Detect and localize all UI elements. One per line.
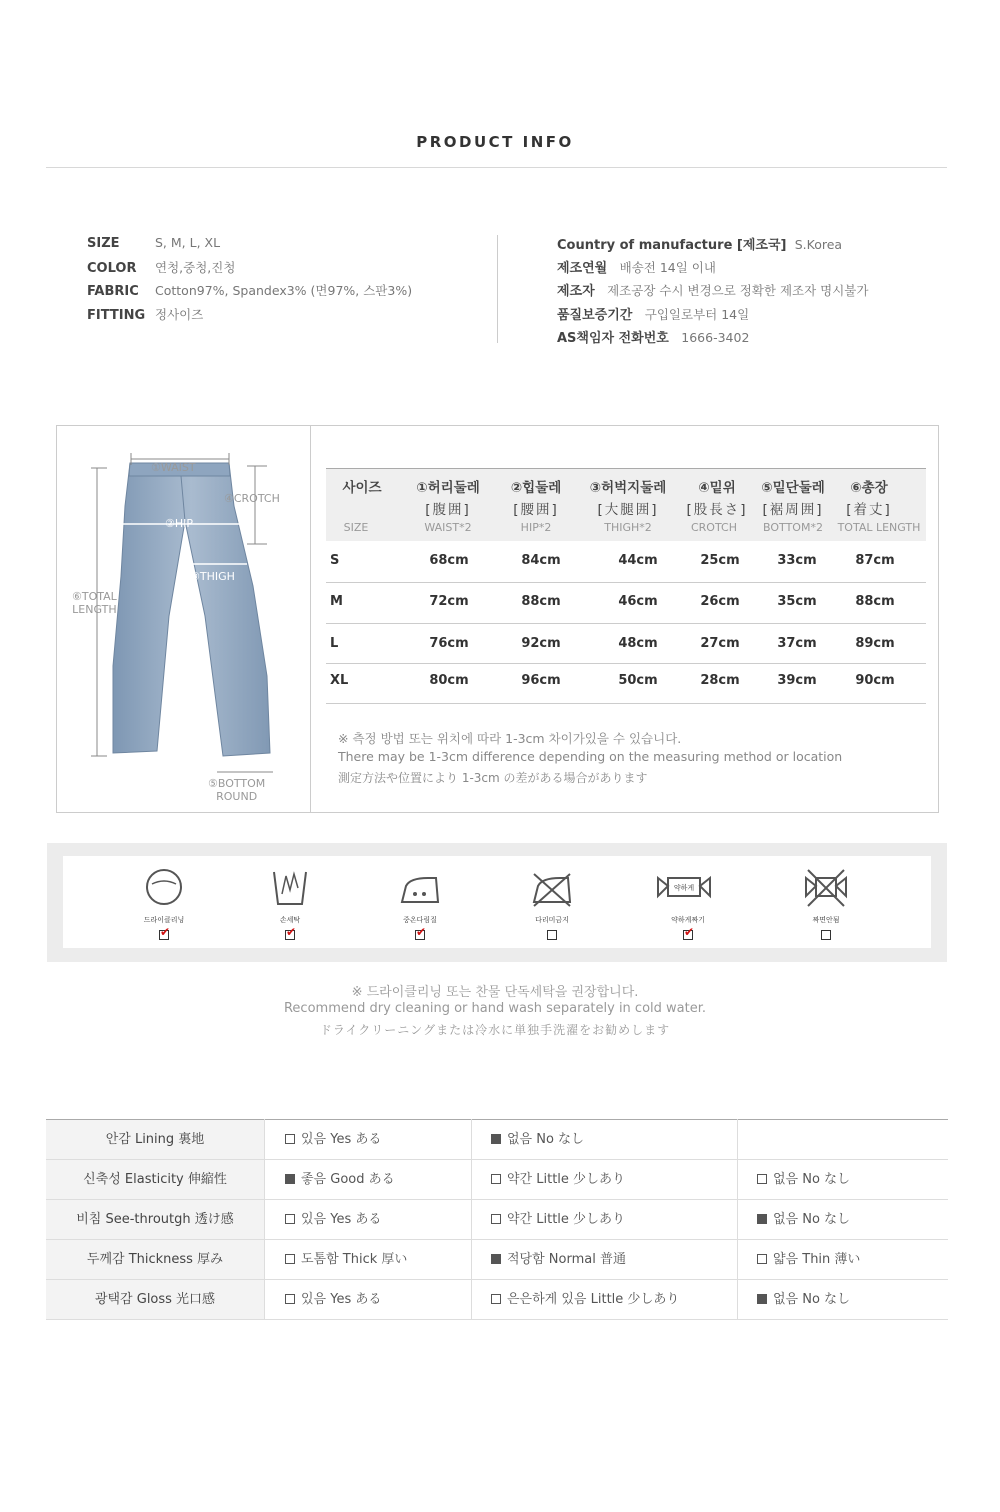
property-option [285, 1240, 407, 1279]
column-divider [264, 1119, 265, 1319]
info-size [87, 235, 220, 251]
property-option [491, 1200, 625, 1239]
care-item [512, 866, 592, 944]
size-chart-divider [310, 426, 311, 812]
option-checkbox [491, 1254, 501, 1264]
no-wring-icon [804, 866, 848, 908]
th-waist: ①허리둘레 [416, 480, 480, 496]
option-label: 약간 Little 少しあり [507, 1172, 626, 1187]
option-checkbox [285, 1214, 295, 1224]
care-label: 손세탁 [279, 916, 301, 924]
measurement-cell: 48cm [618, 636, 658, 651]
label-line: LENGTH [72, 603, 117, 616]
option-checkbox [285, 1174, 295, 1184]
info-fabric [87, 281, 412, 299]
care-item [250, 866, 330, 944]
measurement-cell: 26cm [700, 594, 740, 609]
measurement-cell: 88cm [521, 594, 561, 609]
measurement-cell: 96cm [521, 673, 561, 688]
option-label: 있음 Yes ある [301, 1132, 382, 1147]
property-row [46, 1160, 948, 1200]
size-note-en: There may be 1-3cm difference depending on the measuring method or location [338, 749, 843, 764]
option-label: 은은하게 있음 Little 少しあり [507, 1292, 680, 1307]
property-option [757, 1240, 860, 1279]
property-option [285, 1200, 381, 1239]
label-thigh: ③THIGH [190, 570, 235, 583]
option-checkbox [757, 1174, 767, 1184]
property-option [757, 1160, 850, 1199]
option-checkbox [285, 1134, 295, 1144]
title-divider [46, 167, 947, 168]
option-label: 약간 Little 少しあり [507, 1212, 626, 1227]
row-divider [326, 582, 926, 583]
size-label-cell: S [330, 553, 340, 568]
row-divider [326, 623, 926, 624]
check-mark-icon: ✔ [286, 925, 297, 939]
info-warranty [557, 304, 749, 323]
page-title: PRODUCT INFO [416, 133, 574, 151]
measurement-cell: 28cm [700, 673, 740, 688]
care-item [786, 866, 866, 944]
property-option [491, 1240, 626, 1279]
size-label-cell: M [330, 594, 343, 609]
info-maker [557, 280, 868, 299]
option-label: 없음 No なし [773, 1212, 851, 1227]
info-color [87, 258, 235, 276]
label-hip: ②HIP [165, 517, 194, 530]
measurement-cell: 90cm [855, 673, 895, 688]
info-value: Cotton97%, Spandex3% (면97%, 스판3%) [155, 283, 413, 298]
property-label: 비침 See-throutgh 透け感 [46, 1200, 264, 1239]
measurement-cell: 87cm [855, 553, 895, 568]
measurement-cell: 27cm [700, 636, 740, 651]
info-divider [497, 235, 498, 343]
option-checkbox [491, 1134, 501, 1144]
check-mark-icon: ✔ [684, 925, 695, 939]
th-cjk: [股長さ] [686, 502, 748, 518]
measurement-cell: 72cm [429, 594, 469, 609]
label-line: ⑥TOTAL [72, 590, 117, 603]
info-key: SIZE [87, 236, 120, 251]
th-en: WAIST*2 [424, 521, 472, 534]
option-checkbox [757, 1254, 767, 1264]
option-label: 얇음 Thin 薄い [773, 1252, 861, 1267]
row-divider [326, 703, 926, 704]
check-mark-icon: ✔ [160, 925, 171, 939]
info-value: 1666-3402 [681, 330, 750, 345]
property-label: 두께감 Thickness 厚み [46, 1240, 264, 1279]
option-label: 없음 No なし [507, 1132, 585, 1147]
care-label: 약하게짜기 [671, 916, 705, 924]
care-item [124, 866, 204, 944]
label-crotch: ④CROTCH [224, 492, 280, 505]
property-label: 신축성 Elasticity 伸縮性 [46, 1160, 264, 1199]
measurement-cell: 76cm [429, 636, 469, 651]
info-key: FABRIC [87, 284, 139, 299]
measurement-cell: 88cm [855, 594, 895, 609]
info-key: AS책임자 전화번호 [557, 331, 669, 346]
option-checkbox [757, 1294, 767, 1304]
info-mfg-date [557, 257, 716, 276]
th-en: HIP*2 [520, 521, 552, 534]
property-row [46, 1120, 948, 1160]
hand-wash-icon [268, 866, 312, 908]
care-item [648, 866, 728, 944]
care-label: 다리미금지 [535, 916, 569, 924]
measurement-cell: 89cm [855, 636, 895, 651]
info-as-phone [557, 327, 749, 346]
wring-gently-icon [654, 866, 714, 908]
jeans-diagram [57, 426, 309, 812]
th-cjk: [腰囲] [513, 502, 559, 518]
option-checkbox [491, 1174, 501, 1184]
th-cjk: [裾周囲] [762, 502, 824, 518]
option-label: 도톰함 Thick 厚い [301, 1252, 408, 1267]
measurement-cell: 46cm [618, 594, 658, 609]
size-label-cell: L [330, 636, 339, 651]
property-row [46, 1280, 948, 1320]
measurement-cell: 68cm [429, 553, 469, 568]
label-bottom-round [208, 777, 265, 803]
check-mark-icon: ✔ [416, 925, 427, 939]
th-total: ⑥총장 [850, 480, 888, 496]
th-size: 사이즈 [342, 480, 382, 496]
property-option [491, 1120, 584, 1159]
label-waist: ①WAIST [151, 461, 196, 474]
th-crotch: ④밑위 [698, 480, 736, 496]
property-label: 안감 Lining 裏地 [46, 1120, 264, 1159]
option-label: 있음 Yes ある [301, 1292, 382, 1307]
property-option [757, 1200, 850, 1239]
dry-clean-icon [142, 866, 186, 908]
info-value: 연청,중청,진청 [155, 260, 236, 275]
care-checkbox [415, 925, 427, 940]
label-total-length [72, 590, 117, 616]
option-label: 없음 No なし [773, 1172, 851, 1187]
property-option [285, 1280, 381, 1319]
property-option [757, 1280, 850, 1319]
option-label: 좋음 Good ある [301, 1172, 395, 1187]
label-line: ⑤BOTTOM [208, 777, 266, 790]
info-fitting [87, 305, 203, 323]
care-note-ko: ※ 드라이클리닝 또는 찬물 단독세탁을 권장합니다. [351, 985, 639, 1000]
measurement-cell: 92cm [521, 636, 561, 651]
care-checkbox [683, 925, 695, 940]
info-key: 품질보증기간 [557, 308, 633, 323]
size-note-jp: 測定方法や位置により 1-3cm の差がある場合があります [338, 771, 648, 785]
care-label: 짜면안됨 [812, 916, 840, 924]
measurement-cell: 33cm [777, 553, 817, 568]
th-cjk: [着丈] [846, 502, 892, 518]
care-checkbox [285, 925, 297, 940]
th-en: BOTTOM*2 [763, 521, 823, 534]
th-thigh: ③허벅지둘레 [589, 480, 667, 496]
info-value: 제조공장 수시 변경으로 정확한 제조자 명시불가 [607, 283, 869, 298]
care-note-en: Recommend dry cleaning or hand wash separately in cold water. [283, 1001, 706, 1016]
size-label-cell: XL [330, 673, 349, 688]
property-option [285, 1120, 381, 1159]
measurement-cell: 37cm [777, 636, 817, 651]
info-value: S.Korea [794, 237, 843, 252]
measurement-cell: 25cm [700, 553, 740, 568]
option-checkbox [491, 1214, 501, 1224]
care-checkbox [159, 925, 171, 940]
measurement-cell: 35cm [777, 594, 817, 609]
jeans-shape [113, 463, 270, 756]
info-value: 배송전 14일 이내 [619, 260, 716, 275]
option-label: 없음 No なし [773, 1292, 851, 1307]
th-en: SIZE [343, 521, 369, 534]
th-cjk: [大腿囲] [597, 502, 659, 518]
property-row [46, 1240, 948, 1280]
property-option [285, 1160, 395, 1199]
info-value: 정사이즈 [155, 307, 204, 322]
care-label: 드라이클리닝 [143, 916, 185, 924]
measurement-cell: 80cm [429, 673, 469, 688]
th-bottom: ⑤밑단둘레 [761, 480, 825, 496]
care-checkbox [547, 930, 557, 940]
option-checkbox [757, 1214, 767, 1224]
measurement-cell: 50cm [618, 673, 658, 688]
measurement-cell: 44cm [618, 553, 658, 568]
care-checkbox [821, 930, 831, 940]
iron-medium-icon [398, 866, 442, 908]
property-label: 광택감 Gloss 光口感 [46, 1280, 264, 1319]
size-note-ko: ※ 측정 방법 또는 위치에 따라 1-3cm 차이가있을 수 있습니다. [338, 731, 682, 746]
th-en: TOTAL LENGTH [837, 521, 921, 534]
measurement-cell: 84cm [521, 553, 561, 568]
info-value: 구입일로부터 14일 [644, 307, 750, 322]
property-option [491, 1160, 625, 1199]
option-checkbox [491, 1294, 501, 1304]
th-en: THIGH*2 [604, 521, 652, 534]
column-divider [737, 1119, 738, 1319]
option-checkbox [285, 1294, 295, 1304]
column-divider [471, 1119, 472, 1319]
measurement-cell: 39cm [777, 673, 817, 688]
option-label: 적당함 Normal 普通 [507, 1252, 626, 1267]
option-label: 있음 Yes ある [301, 1212, 382, 1227]
no-iron-icon [530, 866, 574, 908]
option-checkbox [285, 1254, 295, 1264]
th-cjk: [腹囲] [425, 502, 471, 518]
care-note-jp: ドライクリーニングまたは冷水に単独手洗濯をお勧めします [319, 1023, 671, 1037]
care-icon-text: 약하게 [673, 884, 695, 892]
info-key: 제조연월 [557, 261, 608, 276]
th-hip: ②힙둘레 [510, 480, 562, 496]
row-divider [326, 663, 926, 664]
info-value: S, M, L, XL [155, 235, 221, 250]
property-row [46, 1200, 948, 1240]
label-line: ROUND [216, 790, 258, 803]
info-key: COLOR [87, 261, 137, 276]
info-key: FITTING [87, 308, 146, 323]
info-country [557, 234, 842, 253]
care-label: 중온다림질 [403, 916, 437, 924]
th-en: CROTCH [690, 521, 737, 534]
property-option [491, 1280, 679, 1319]
care-item [380, 866, 460, 944]
info-key: Country of manufacture [제조국] [557, 238, 787, 253]
info-key: 제조자 [557, 284, 595, 299]
